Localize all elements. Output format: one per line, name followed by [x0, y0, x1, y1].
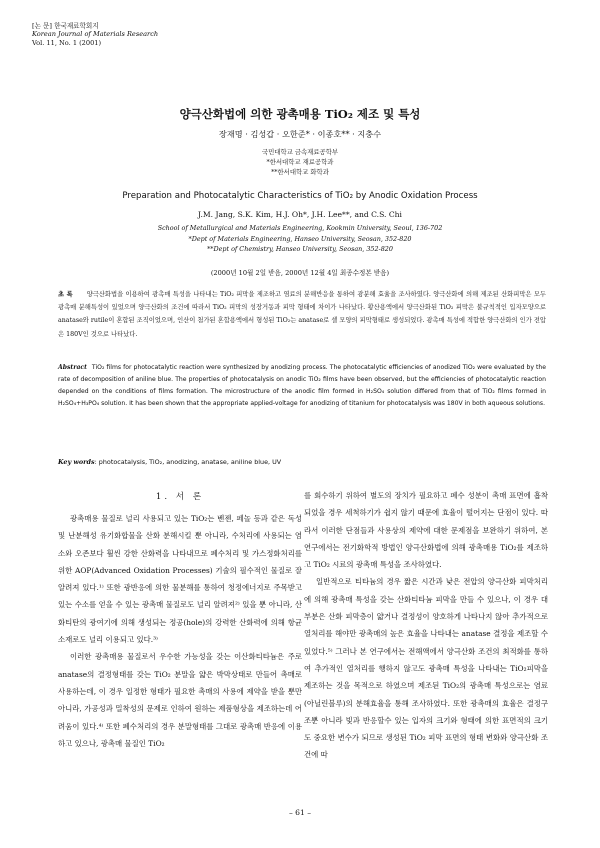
affiliation-en-2: *Dept of Materials Engineering, Hanseo University, Seosan, 352-820 — [188, 234, 412, 243]
affiliations-ko — [0, 147, 600, 177]
paper-title-en: Preparation and Photocatalytic Characteristics of TiO₂ by Anodic Oxidation Process — [122, 191, 478, 201]
abstract-ko-text: 양극산화법을 이용하여 광촉매 특성을 나타내는 TiO₂ 피막을 제조하고 염료의 분해반응을 통하여 광분해 효율을 조사하였다. 양극산화에 의해 제조된 산화피막은 모두 광촉매 분해특성이 있었으며 양극산화의 조건에 따라서 TiO₂ 피막의 성장거동과 피막 형태에 차이가 나타났다. 황산용액에서 양극산화된 TiO₂ 피막은 불규칙적인 입자모양으로 anatase와 rutile이 혼합된 조직이었으며, 인산이 첨가된 혼합용액에서 형성된 TiO₂는 anatase로 셀 모양의 피막형태로 생성되었다. 광촉매 특성에 적합한 양극산화의 인가 전압은 180V인 것으로 나타났다. — [58, 291, 546, 338]
authors-en: J.M. Jang, S.K. Kim, H.J. Oh*, J.H. Lee**, and C.S. Chi — [198, 210, 402, 219]
abstract-ko-label: 초 록 — [58, 291, 73, 298]
body-paragraph: 이러한 광촉매용 물질로서 우수한 가능성을 갖는 이산화티타늄은 주로 anatase의 결정형태를 갖는 TiO₂ 분말을 얇은 박막상태로 만들어 촉매로 사용하는데, 이 경우 일정한 형태가 필요한 촉매의 사용에 제약을 받을 뿐만 아니라, 가공성과 밀착성의 문제로 인하여 원하는 제품형상을 제조하는데 어려움이 있다.⁴⁾ 또한 폐수처리의 경우 분말형태를 그대로 광촉매 반응에 이용하고 있으나, 광촉매 물질인 TiO₂ — [58, 652, 302, 748]
affiliation-ko-3: **한서대학교 화학과 — [271, 168, 329, 176]
affiliation-en-1: School of Metallurgical and Materials Engineering, Kookmin University, Seoul, 136-702 — [157, 224, 443, 232]
section-heading-introduction: 1. 서 론 — [155, 492, 205, 502]
journal-volume: Vol. 11, No. 1 (2001) — [32, 38, 102, 47]
abstract-en-text: TiO₂ films for photocatalytic reaction were synthesized by anodizing process. The photocatalytic efficiencies of anodized TiO₂ were evaluated by the rate of decomposition of aniline blue. The properties of photocatalysis on anodic TiO₂ films have been observed, but the efficiencies of photocatalytic reaction depended on the conditions of films formation. The microstructure of the anodic film formed in H₂SO₄ solution differed from that of TiO₂ films formed in H₂SO₄+H₃PO₄ solution. It has been shown that the appropriate applied-voltage for anodizing of titanium for photocatalysis was 180V in both aqueous solutions. — [58, 364, 546, 408]
journal-info — [32, 22, 158, 47]
keywords-label: Key words — [58, 458, 95, 466]
affiliations-en — [0, 223, 600, 255]
page-number: – 61 – — [288, 808, 312, 817]
body-column-left — [58, 489, 302, 752]
received-dates: (2000년 10월 2일 받음, 2000년 12월 4일 최종수정본 받음) — [210, 269, 390, 277]
affiliation-en-3: **Dept of Chemistry, Hanseo University, Seosan, 352-820 — [207, 245, 393, 253]
affiliation-ko-1: 국민대학교 금속재료공학부 — [261, 148, 339, 156]
keywords — [58, 458, 546, 466]
journal-name-en: Korean Journal of Materials Research — [32, 30, 159, 39]
body-column-right — [304, 487, 548, 764]
abstract-en-label: Abstract — [58, 364, 87, 371]
abstract-ko — [58, 288, 546, 341]
journal-name-ko: [논 문] 한국재료학회지 — [32, 22, 99, 30]
body-paragraph: 를 회수하기 위하여 별도의 장치가 필요하고 폐수 성분이 촉매 표면에 흡착되었을 경우 세척하기가 쉽지 않기 때문에 효율이 떨어지는 단점이 있다. 따라서 이러한 단점들과 사용상의 제약에 대한 문제점을 보완하기 위하여, 본 연구에서는 전기화학적 방법인 양극산화법에 의해 광촉매용 TiO₂를 제조하고 TiO₂ 시료의 광촉매 특성을 조사하였다. — [304, 491, 548, 570]
affiliation-ko-2: *한서대학교 재료공학과 — [266, 158, 334, 166]
paper-title-ko: 양극산화법에 의한 광촉매용 TiO₂ 제조 및 특성 — [179, 107, 421, 121]
authors-ko: 장재명 · 김성갑 · 오한준* · 이종호** · 지충수 — [218, 129, 382, 139]
abstract-en — [58, 362, 546, 410]
body-paragraph: 일반적으로 티타늄의 경우 짧은 시간과 낮은 전압의 양극산화 피막처리에 의해 광촉매 특성을 갖는 산화티타늄 피막을 만들 수 있으나, 이 경우 대부분은 산화 피막층이 얇거나 결정성이 양호하게 나타나지 않아 추가적으로 열처리를 해야만 광촉매의 높은 효율을 나타내는 anatase 결정을 제조할 수 있었다.⁵⁾ 그러나 본 연구에서는 전해액에서 양극산화 조건의 최적화를 통하여 추가적인 열처리를 행하지 않고도 광촉매 특성을 나타내는 TiO₂피막을 제조하는 것을 목적으로 하였으며 제조된 TiO₂의 광촉매 특성으로는 염료(아닐린블루)의 분해효율을 통해 조사하였다. 또한 광촉매의 효율은 결정구조뿐 아니라 빛과 반응할수 있는 입자의 크기와 형태에 의한 표면적의 크기도 중요한 변수가 되므로 생성된 TiO₂ 피막 표면의 형태 변화와 양극산화 조건에 따 — [304, 577, 548, 760]
keywords-text: : photocatalysis, TiO₂, anodizing, anatase, aniline blue, UV — [94, 458, 282, 466]
body-paragraph: 광촉매용 물질로 널리 사용되고 있는 TiO₂는 벤젠, 페놀 등과 같은 독성 및 난분해성 유기화합물을 산화 분해시킬 뿐 아니라, 수처리에 사용되는 염소와 오존보다 훨씬 강한 산화력을 나타내므로 폐수처리 및 가스정화처리를 위한 AOP(Advanced Oxidation Processes) 기술의 필수적인 물질로 잘 알려져 있다.¹⁾ 또한 광반응에 의한 물분해를 통하여 청정에너지로 주목받고 있는 수소를 얻을 수 있는 광촉매 물질로도 널리 알려져²⁾ 있을 뿐 아니라, 산화티탄의 광여기에 의해 생성되는 정공(hole)의 강력한 산화력에 의해 항균소재로도 널리 이용되고 있다.³⁾ — [58, 514, 302, 645]
